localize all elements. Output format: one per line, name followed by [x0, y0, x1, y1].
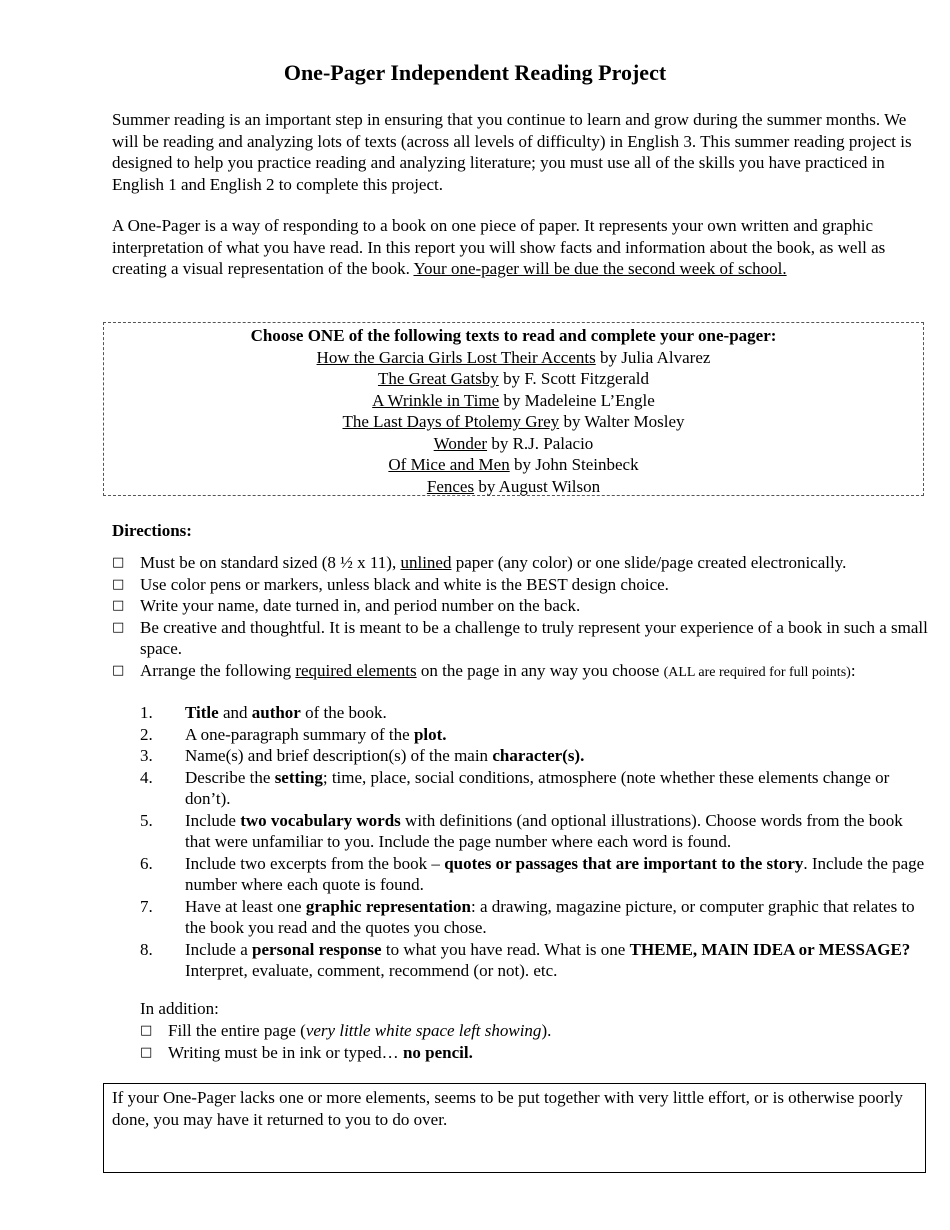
addition-item	[140, 1020, 900, 1042]
checkbox-icon: □	[140, 1044, 153, 1060]
book-item	[104, 347, 923, 369]
checkbox-icon: □	[112, 576, 125, 592]
book-author: by F. Scott Fitzgerald	[498, 369, 650, 388]
element-item	[140, 939, 930, 982]
element-number: 1.	[140, 703, 153, 722]
element-number: 8.	[140, 939, 153, 959]
element-item	[140, 810, 930, 853]
book-item	[104, 454, 923, 476]
element-text: : a drawing, magazine picture, or computer graphic that relates to the book you read and the quotes you chose.	[185, 896, 915, 937]
book-choices-box	[103, 322, 924, 496]
item-italic: very little white space left showing	[305, 1021, 542, 1040]
book-item	[104, 411, 923, 433]
book-title: Wonder	[433, 433, 488, 453]
item-text: ).	[541, 1021, 552, 1040]
warning-box: If your One-Pager lacks one or more elements, seems to be put together with very little effort, or is otherwise poorly done, you may have it returned to you to do over.	[103, 1083, 926, 1173]
description-paragraph	[112, 215, 912, 280]
checkbox-icon: □	[112, 662, 125, 678]
page-title: One-Pager Independent Reading Project	[283, 60, 667, 85]
element-bold: plot.	[413, 724, 447, 744]
item-text: Fill the entire page (	[168, 1021, 306, 1040]
book-choices-heading: Choose ONE of the following texts to read and complete your one-pager:	[250, 326, 777, 345]
book-author: by Julia Alvarez	[595, 347, 711, 367]
checkbox-icon: □	[140, 1023, 153, 1038]
element-text: Have at least one	[185, 896, 306, 916]
due-date-note: Your one-pager will be due the second week of school.	[413, 259, 787, 278]
directions-item	[112, 595, 932, 617]
directions-list	[112, 552, 932, 683]
element-bold: graphic representation	[305, 896, 471, 916]
item-text: Arrange the following	[140, 660, 296, 680]
checkbox-icon: □	[112, 598, 125, 613]
element-text: Include a	[185, 939, 253, 959]
in-addition-heading: In addition:	[140, 999, 219, 1018]
book-title: A Wrinkle in Time	[372, 390, 500, 410]
directions-item	[112, 574, 932, 596]
intro-paragraph: Summer reading is an important step in ensuring that you continue to learn and grow during the summer months. We will be reading and analyzing lots of texts (across all levels of difficulty) in English 3. This summer reading project is designed to help you practice reading and analyzing literature; you must use all of the skills you have practiced in English 1 and English 2 to complete this project.	[112, 110, 912, 194]
element-bold: setting	[274, 767, 323, 787]
element-text: Interpret, evaluate, comment, recommend (or not). etc.	[185, 961, 558, 980]
book-item	[104, 433, 923, 455]
element-bold: author	[251, 703, 301, 722]
book-item	[104, 390, 923, 412]
element-bold: quotes or passages that are important to the story	[444, 853, 804, 873]
item-text: Writing must be in ink or typed…	[168, 1042, 403, 1062]
directions-item	[112, 617, 932, 660]
element-text: . Include the page number where each quote is found.	[185, 853, 925, 894]
book-title: Of Mice and Men	[388, 455, 510, 474]
directions-heading: Directions:	[112, 521, 192, 540]
book-author: by R.J. Palacio	[487, 433, 594, 453]
element-bold: two vocabulary words	[240, 810, 401, 830]
item-text: Must be on standard sized (8 ½ x 11),	[140, 553, 401, 572]
element-text: of the book.	[300, 703, 387, 722]
element-number: 5.	[140, 810, 153, 830]
checkbox-icon: □	[112, 619, 125, 635]
element-number: 3.	[140, 746, 153, 765]
book-author: by August Wilson	[474, 476, 601, 496]
element-bold: character(s).	[492, 746, 585, 765]
element-text: and	[218, 703, 252, 722]
item-text: Be creative and thoughtful. It is meant to be a challenge to truly represent your experience of a book in such a small space.	[140, 617, 928, 658]
book-author: by Walter Mosley	[559, 412, 685, 431]
item-bold: no pencil.	[402, 1042, 473, 1062]
element-item	[140, 767, 930, 810]
item-text: on the page in any way you choose	[416, 660, 664, 680]
element-item	[140, 702, 930, 724]
element-text: A one-paragraph summary of the	[185, 724, 414, 744]
book-title: Fences	[426, 476, 475, 496]
directions-item	[112, 660, 932, 684]
element-number: 7.	[140, 896, 153, 916]
element-text: to what you have read. What is one	[381, 939, 630, 959]
book-author: by John Steinbeck	[509, 455, 639, 474]
book-author: by Madeleine L’Engle	[499, 390, 655, 410]
element-number: 4.	[140, 767, 153, 787]
item-note: (ALL are required for full points)	[663, 664, 851, 680]
element-bold: THEME, MAIN IDEA or MESSAGE?	[629, 939, 911, 959]
addition-item	[140, 1042, 900, 1064]
element-bold: personal response	[252, 939, 382, 959]
element-bold: Title	[185, 703, 219, 722]
item-emphasis: unlined	[400, 553, 452, 572]
element-number: 2.	[140, 724, 153, 744]
element-item	[140, 724, 930, 746]
element-item	[140, 745, 930, 767]
book-item	[104, 476, 923, 498]
checkbox-icon: □	[112, 555, 125, 570]
description-text: A One-Pager is a way of responding to a book on one piece of paper. It represents your own written and graphic interpretation of what you have read. In this report you will show facts and information about the book, as well as creating a visual representation of the book.	[112, 216, 886, 278]
book-title: How the Garcia Girls Lost Their Accents	[316, 347, 596, 367]
element-text: with definitions (and optional illustrations). Choose words from the book that were unfamiliar to you. Include the page number where each word is found.	[185, 810, 903, 851]
book-title: The Great Gatsby	[377, 369, 499, 388]
item-text: Write your name, date turned in, and period number on the back.	[140, 596, 581, 615]
item-text: paper (any color) or one slide/page created electronically.	[451, 553, 847, 572]
element-number: 6.	[140, 853, 153, 873]
element-text: Include two excerpts from the book –	[185, 853, 445, 873]
book-title: The Last Days of Ptolemy Grey	[342, 412, 560, 431]
required-elements-list	[140, 702, 930, 982]
element-item	[140, 896, 930, 939]
book-item	[104, 368, 923, 390]
element-text: ; time, place, social conditions, atmosphere (note whether these elements change or don’t).	[185, 767, 890, 808]
in-addition-list	[140, 1020, 900, 1063]
element-text: Describe the	[185, 767, 275, 787]
item-text: Use color pens or markers, unless black and white is the BEST design choice.	[140, 574, 669, 594]
element-item	[140, 853, 930, 896]
item-emphasis: required elements	[295, 660, 417, 680]
element-text: Name(s) and brief description(s) of the main	[185, 746, 493, 765]
item-text: :	[850, 660, 856, 680]
element-text: Include	[185, 810, 241, 830]
directions-item	[112, 552, 932, 574]
